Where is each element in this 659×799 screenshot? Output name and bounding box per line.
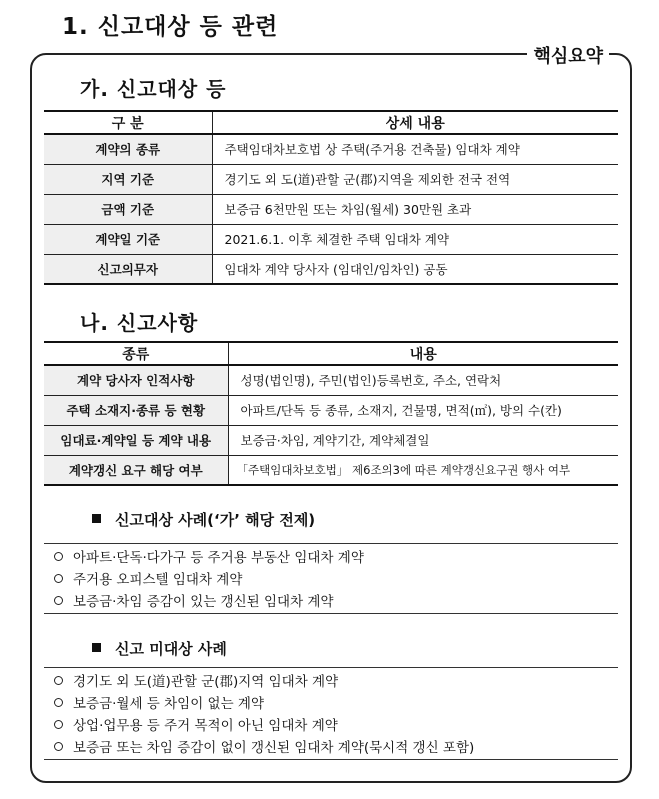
circle-bullet-icon (54, 574, 63, 583)
table-label-cell: 계약의 종류 (44, 134, 212, 164)
table-label-cell: 계약갱신 요구 해당 여부 (44, 455, 228, 485)
non-cases-title: 신고 미대상 사례 (115, 640, 227, 658)
table-row (44, 164, 618, 194)
table-label-cell: 주택 소재지·종류 등 현황 (44, 395, 228, 425)
summary-box-label: 핵심요약 (527, 42, 609, 68)
table-row (44, 425, 618, 455)
circle-bullet-icon (54, 552, 63, 561)
table-value-cell: 2021.6.1. 이후 체결한 주택 임대차 계약 (212, 224, 618, 254)
table-value-cell: 경기도 외 도(道)관할 군(郡)지역을 제외한 전국 전역 (212, 164, 618, 194)
table-header-cell: 구 분 (44, 111, 212, 134)
table-header-row (44, 342, 618, 365)
table-label-cell: 임대료·계약일 등 계약 내용 (44, 425, 228, 455)
table-row (44, 395, 618, 425)
cases-title: 신고대상 사례(‘가’ 해당 전제) (115, 511, 316, 529)
table-row (44, 194, 618, 224)
list-item-text: 보증금·월세 등 차임이 없는 계약 (73, 696, 264, 712)
list-item-text: 상업·업무용 등 주거 목적이 아닌 임대차 계약 (73, 718, 338, 734)
square-bullet-icon (92, 643, 101, 652)
table-row (44, 365, 618, 395)
circle-bullet-icon (54, 698, 63, 707)
list-item (44, 737, 618, 759)
table-value-cell: 주택임대차보호법 상 주택(주거용 건축물) 임대차 계약 (212, 134, 618, 164)
list-item (44, 671, 618, 693)
table-value-cell: 아파트/단독 등 종류, 소재지, 건물명, 면적(㎡), 방의 수(칸) (228, 395, 618, 425)
non-cases-list (44, 667, 618, 760)
table-value-cell: 임대차 계약 당사자 (임대인/임차인) 공동 (212, 254, 618, 284)
table-value-cell: 성명(법인명), 주민(법인)등록번호, 주소, 연락처 (228, 365, 618, 395)
table-row (44, 254, 618, 284)
section-b-table (44, 341, 618, 486)
list-item-text: 아파트·단독·다가구 등 주거용 부동산 임대차 계약 (73, 550, 364, 566)
section-a-table (44, 110, 618, 285)
table-row (44, 134, 618, 164)
table-label-cell: 지역 기준 (44, 164, 212, 194)
table-header-row (44, 111, 618, 134)
list-item-text: 주거용 오피스텔 임대차 계약 (73, 572, 243, 588)
list-item (44, 591, 618, 613)
table-value-cell: 보증금 6천만원 또는 차임(월세) 30만원 초과 (212, 194, 618, 224)
list-item (44, 569, 618, 591)
table-value-cell: 보증금·차임, 계약기간, 계약체결일 (228, 425, 618, 455)
circle-bullet-icon (54, 596, 63, 605)
circle-bullet-icon (54, 742, 63, 751)
list-item-text: 보증금·차임 증감이 있는 갱신된 임대차 계약 (73, 594, 334, 610)
cases-list (44, 543, 618, 614)
list-item (44, 693, 618, 715)
section-b-title: 나. 신고사항 (80, 311, 199, 335)
page-title: 1. 신고대상 등 관련 (62, 14, 279, 40)
section-a-title: 가. 신고대상 등 (80, 77, 227, 101)
circle-bullet-icon (54, 676, 63, 685)
list-item (44, 715, 618, 737)
list-item (44, 547, 618, 569)
table-header-cell: 종류 (44, 342, 228, 365)
table-label-cell: 금액 기준 (44, 194, 212, 224)
table-label-cell: 계약 당사자 인적사항 (44, 365, 228, 395)
non-cases-heading (92, 638, 227, 659)
table-value-cell: 「주택임대차보호법」 제6조의3에 따른 계약갱신요구권 행사 여부 (228, 455, 618, 485)
list-item-text: 경기도 외 도(道)관할 군(郡)지역 임대차 계약 (73, 674, 339, 690)
circle-bullet-icon (54, 720, 63, 729)
table-header-cell: 상세 내용 (212, 111, 618, 134)
table-row (44, 224, 618, 254)
table-label-cell: 신고의무자 (44, 254, 212, 284)
list-item-text: 보증금 또는 차임 증감이 없이 갱신된 임대차 계약(묵시적 갱신 포함) (73, 740, 475, 756)
cases-heading (92, 509, 315, 530)
table-row (44, 455, 618, 485)
square-bullet-icon (92, 514, 101, 523)
table-label-cell: 계약일 기준 (44, 224, 212, 254)
table-header-cell: 내용 (228, 342, 618, 365)
